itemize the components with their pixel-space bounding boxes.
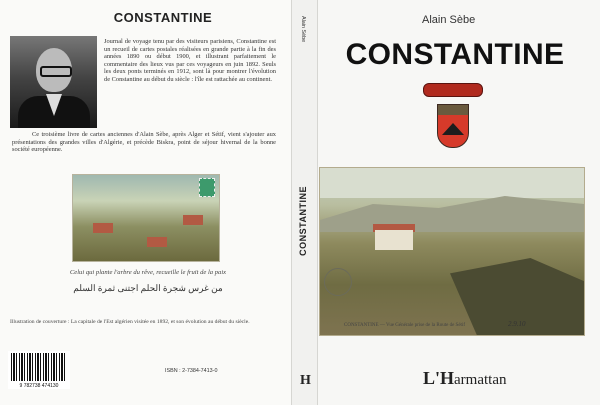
publisher-initial: L'H [423,368,455,388]
cover-illustration-caption: Illustration de couverture : La capitale de l'Est algérien visitée en 1892, et son évolution au début du siècle. [10,319,250,325]
front-cover-title: CONSTANTINE [345,38,565,71]
postcard-caption: CONSTANTINE — Vue Générale prise de la Route de Sétif [344,323,465,328]
back-cover-quote: Celui qui plante l'arbre du rêve, recueille le fruit de la paix [69,269,227,276]
barcode [8,351,70,389]
isbn: ISBN : 2-7384-7413-0 [165,368,218,374]
spine-title: CONSTANTINE [298,186,308,256]
barcode-bars [11,353,67,381]
back-cover-blurb: Journal de voyage tenu par des visiteurs parisiens, Constantine est un recueil de cartes postales réalisées en grande partie à la fin des années 1890 ou début 1900, et illustrant parfaitement le commentaire des lieux vus par ces voyageurs en juin 1892. Seuls les deux ponts terminés en 1912, sont là pour montrer l'évolution de Constantine au début du siècle : l'île est rattachée au continent. [104,38,276,83]
publisher-logo-icon: H [300,373,311,388]
postcard-handwritten-date: 2.9.10 [508,320,526,328]
postcard-roof [183,215,203,225]
postmark-icon [324,268,352,296]
back-cover-postcard-image [72,174,220,262]
front-cover-author: Alain Sèbe [422,14,476,26]
back-cover-title: CONSTANTINE [113,10,213,25]
postcard-hills [320,192,584,232]
back-cover [0,0,291,405]
front-cover-postcard-image [319,167,585,336]
barcode-number: 9 782738 474130 [19,383,59,389]
postage-stamp [199,178,215,197]
book-spine [291,0,318,405]
crest-crown [438,105,468,115]
back-cover-blurb-second: Ce troisième livre de cartes anciennes d'Alain Sèbe, après Alger et Sétif, vient s'ajouter aux présentations des grandes villes d'Algérie, et précède Biskra, point de séjour hivernal de la bonne société européenne. [12,131,276,154]
crest-chevron [442,123,464,135]
postcard-house [375,230,413,250]
back-cover-arabic-quote: من غرس شجرة الحلم اجتنى ثمرة السلم [73,283,223,293]
postcard-sky [320,168,584,198]
publisher-name [423,368,507,389]
postcard-roof [93,223,113,233]
publisher-name-rest: armattan [454,372,507,388]
coat-of-arms-icon [437,104,469,148]
portrait-glasses [40,66,72,77]
author-portrait [10,36,97,128]
postcard-roof [147,237,167,247]
spine-author: Alain Sèbe [300,16,306,43]
crest-banner-icon [423,83,483,97]
